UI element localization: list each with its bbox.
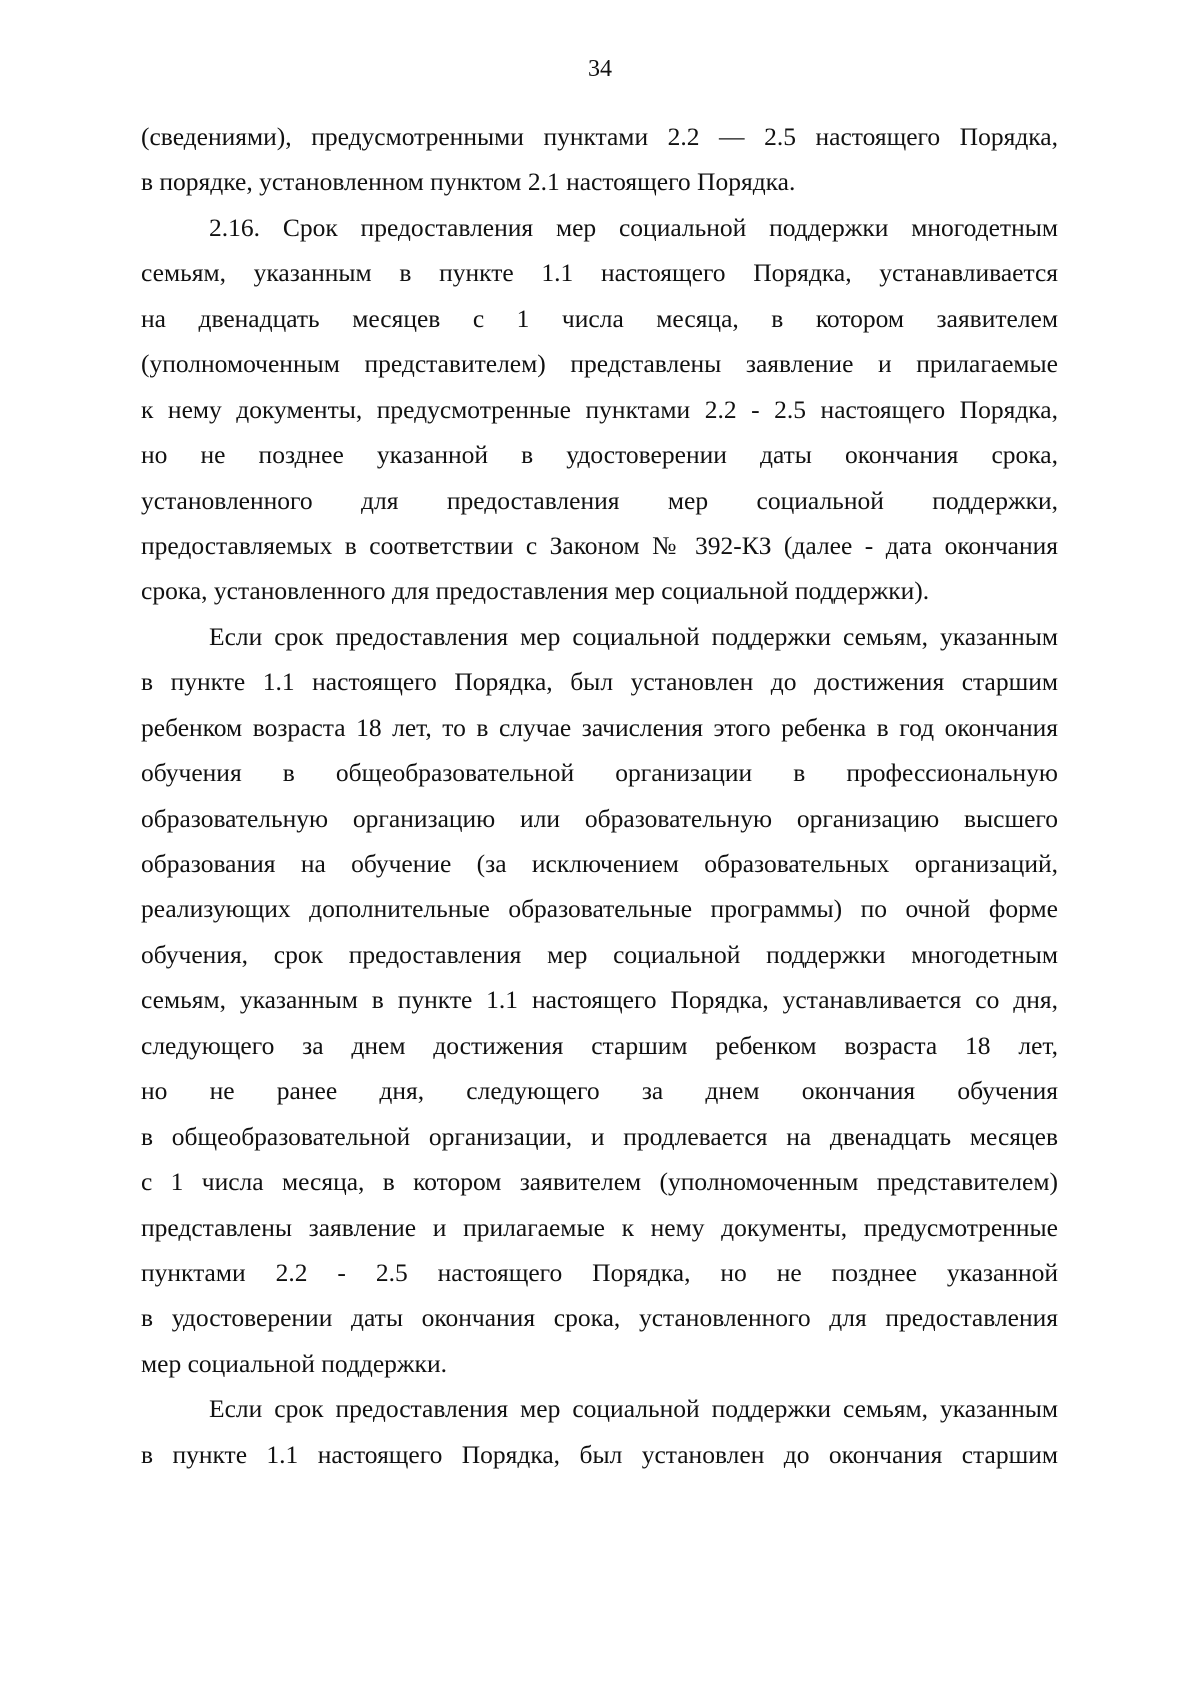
text-line: семьям, указанным в пункте 1.1 настоящего Порядка, устанавливается [141,258,1058,288]
text-line: 2.16. Срок предоставления мер социальной поддержки многодетным [209,212,1058,242]
text-line: срока, установленного для предоставления мер социальной поддержки). [141,576,930,606]
text-line: образовательную организацию или образовательную организацию высшего [141,803,1058,833]
text-line: в общеобразовательной организации, и продлевается на двенадцать месяцев [141,1121,1058,1151]
text-line: предоставляемых в соответствии с Законом № 392-КЗ (далее - дата окончания [141,530,1058,560]
text-line: установленного для предоставления мер социальной поддержки, [141,485,1058,515]
text-line: Если срок предоставления мер социальной поддержки семьям, указанным [209,1394,1058,1424]
text-line: реализующих дополнительные образовательные программы) по очной форме [141,894,1058,924]
text-line: (сведениями), предусмотренными пунктами 2.2 — 2.5 настоящего Порядка, [141,122,1058,151]
text-line: к нему документы, предусмотренные пунктами 2.2 - 2.5 настоящего Порядка, [141,394,1058,424]
page-number: 34 [588,56,612,82]
text-line: но не ранее дня, следующего за днем окончания обучения [141,1076,1058,1106]
text-line: обучения в общеобразовательной организации в профессиональную [141,758,1058,788]
document-body [141,114,1058,1477]
text-line: представлены заявление и прилагаемые к нему документы, предусмотренные [141,1212,1058,1242]
text-line: в пункте 1.1 настоящего Порядка, был установлен до достижения старшим [141,667,1058,697]
text-line: Если срок предоставления мер социальной поддержки семьям, указанным [209,621,1058,651]
text-line: семьям, указанным в пункте 1.1 настоящего Порядка, устанавливается со дня, [141,985,1058,1015]
text-line: обучения, срок предоставления мер социальной поддержки многодетным [141,939,1058,969]
text-line: с 1 числа месяца, в котором заявителем (уполномоченным представителем) [141,1167,1058,1197]
paragraph [141,614,1058,1386]
paragraph [141,205,1058,614]
paragraph [141,114,1058,205]
text-line: в пункте 1.1 настоящего Порядка, был установлен до окончания старшим [141,1439,1058,1469]
text-line: в удостоверении даты окончания срока, установленного для предоставления [141,1303,1058,1333]
text-line: пунктами 2.2 - 2.5 настоящего Порядка, но не позднее указанной [141,1257,1058,1287]
text-line: в порядке, установленном пунктом 2.1 настоящего Порядка. [141,167,796,197]
text-line: (уполномоченным представителем) представлены заявление и прилагаемые [141,349,1058,379]
text-line: на двенадцать месяцев с 1 числа месяца, в котором заявителем [141,303,1058,333]
text-line: образования на обучение (за исключением образовательных организаций, [141,849,1058,878]
text-line: ребенком возраста 18 лет, то в случае зачисления этого ребенка в год окончания [141,712,1058,742]
paragraph [141,1386,1058,1477]
text-line: мер социальной поддержки. [141,1348,447,1378]
text-line: но не позднее указанной в удостоверении даты окончания срока, [141,440,1058,470]
text-line: следующего за днем достижения старшим ребенком возраста 18 лет, [141,1030,1058,1060]
